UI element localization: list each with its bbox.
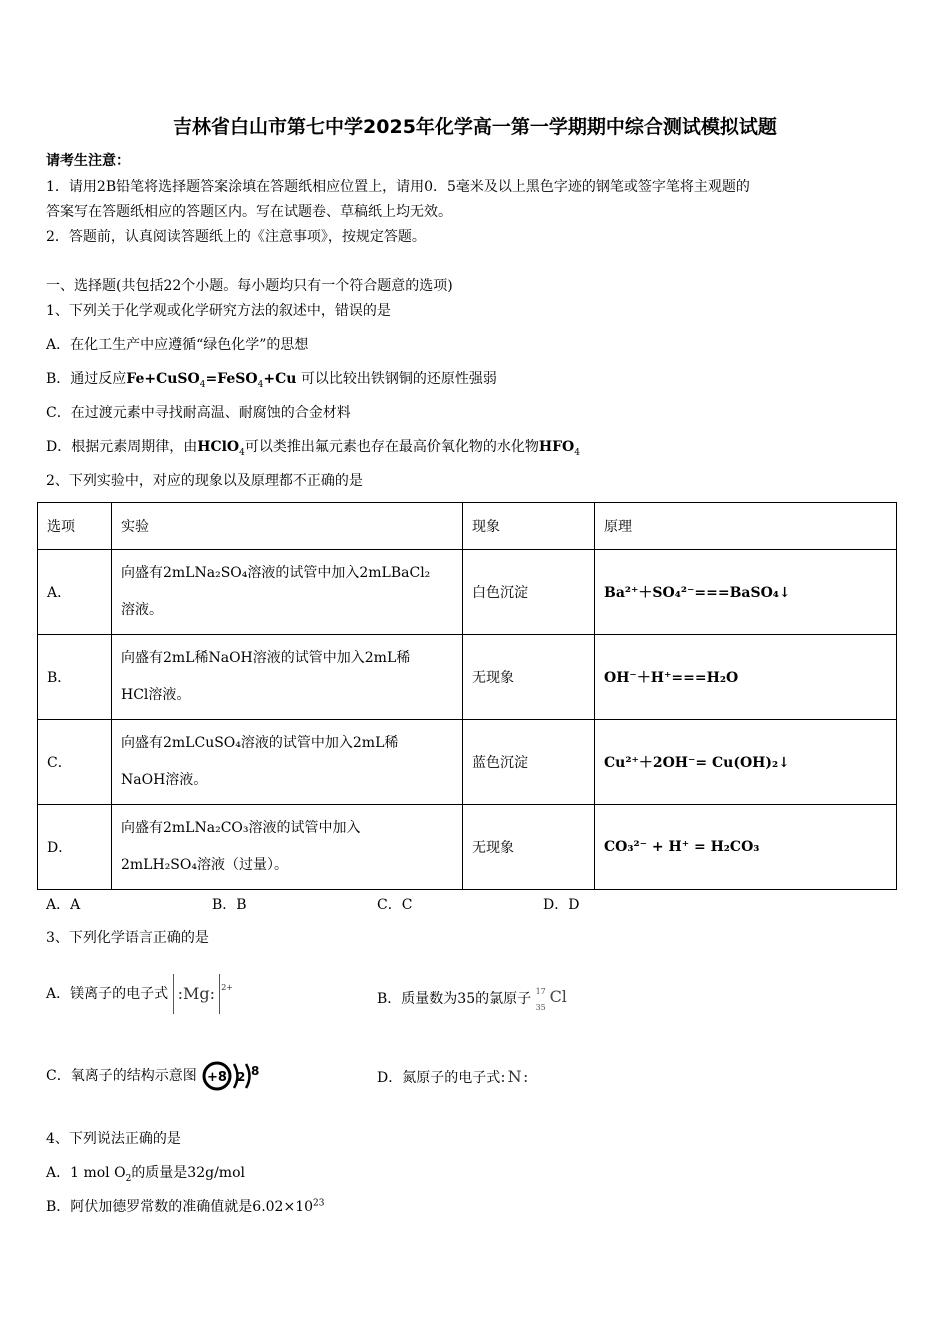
experiment-line-1: 向盛有2mL稀NaOH溶液的试管中加入2mL稀 [121,650,411,666]
question-1-option-a: A．在化工生产中应遵循“绿色化学”的思想 [46,337,309,353]
notice-heading: 请考生注意： [46,153,130,169]
nuclide-symbol: Cl [549,987,567,1006]
option-b-prefix: B．阿伏加德罗常数的准确值就是6.02×10 [46,1199,314,1215]
row-experiment [112,635,463,720]
subscript: 4 [574,447,580,458]
question-3-option-d [377,1068,530,1087]
nuclide-top-number: 17 [535,987,546,996]
experiment-line-2: HCl溶液。 [121,687,191,703]
shell-1-electrons: 2 [237,1070,246,1084]
experiment-line-2: 2mLH₂SO₄溶液（过量）。 [121,857,288,873]
page-title: 吉林省白山市第七中学2025年化学高一第一学期期中综合测试模拟试题 [173,116,777,138]
reaction-part-1: Fe+CuSO [126,371,200,387]
header-option: 选项 [38,503,112,550]
mg-charge: 2+ [221,983,233,992]
option-d-prefix: D．根据元素周期律，由 [46,439,198,455]
subscript: 4 [199,379,206,390]
experiment-line-1: 向盛有2mLCuSO₄溶液的试管中加入2mL稀 [121,735,399,751]
question-1-option-c: C．在过渡元素中寻找耐高温、耐腐蚀的合金材料 [46,405,351,421]
question-3-option-c [46,1058,263,1094]
option-a-prefix: A．1 mol O [46,1165,126,1181]
row-phenomenon: 无现象 [463,805,595,890]
option-a-suffix: 的质量是32g/mol [131,1165,245,1181]
question-2-choice-c: C．C [377,897,413,913]
row-option: D． [38,805,112,890]
row-principle: CO₃²⁻ + H⁺ = H₂CO₃ [595,805,897,890]
option-d-label: D．氮原子的电子式 [377,1070,501,1086]
row-phenomenon: 无现象 [463,635,595,720]
row-principle: Ba²⁺＋SO₄²⁻===BaSO₄↓ [595,550,897,635]
question-3-option-b [377,985,574,1013]
shell-2-electrons: 8 [251,1064,260,1078]
header-phenomenon: 现象 [463,503,595,550]
row-phenomenon: 白色沉淀 [463,550,595,635]
subscript: 4 [257,379,264,390]
row-experiment [112,720,463,805]
option-b-suffix: 可以比较出铁钢铜的还原性强弱 [300,371,497,387]
row-experiment [112,805,463,890]
nucleus-charge: +8 [207,1070,228,1085]
option-a-label: A．镁离子的电子式 [46,986,169,1002]
formula-hclo4: HClO [197,439,240,455]
reaction-part-3: +Cu [263,371,297,387]
row-principle: Cu²⁺＋2OH⁻= Cu(OH)₂↓ [595,720,897,805]
question-3-stem: 3、下列化学语言正确的是 [46,930,209,946]
nuclide-bottom-number: 35 [535,1003,546,1012]
shell-arc-2 [246,1064,250,1088]
section-heading: 一、选择题(共包括22个小题。每小题均只有一个符合题意的选项) [46,278,453,294]
question-1-option-d [46,438,580,456]
table-row [38,550,897,635]
header-experiment: 实验 [112,503,463,550]
nitrogen-electron-formula: :N: [500,1067,531,1086]
notice-item-1-line-1: 1．请用2B铅笔将选择题答案涂填在答题纸相应位置上，请用0．5毫米及以上黑色字迹的钢笔或签字笔将主观题的 [46,179,750,195]
header-principle: 原理 [595,503,897,550]
option-c-label: C．氧离子的结构示意图 [46,1068,197,1084]
table-row [38,635,897,720]
question-2-choice-b: B．B [212,897,247,913]
row-principle: OH⁻＋H⁺===H₂O [595,635,897,720]
notice-item-2: 2．答题前，认真阅读答题纸上的《注意事项》，按规定答题。 [46,229,426,245]
mg-formula: :Mg: [177,984,215,1003]
question-2-stem: 2、下列实验中，对应的现象以及原理都不正确的是 [46,473,363,489]
question-4-option-b [46,1198,324,1216]
question-1-option-b [46,370,497,388]
table-header-row [38,503,897,550]
row-experiment [112,550,463,635]
mg-ion-electron-formula [173,972,233,1016]
formula-hfo4: HFO [538,439,575,455]
row-phenomenon: 蓝色沉淀 [463,720,595,805]
option-b-label: B．质量数为35的氯原子 [377,991,532,1007]
subscript: 2 [125,1173,132,1184]
table-row [38,720,897,805]
row-option: A． [38,550,112,635]
option-d-middle: 可以类推出氟元素也存在最高价氧化物的水化物 [244,439,539,455]
reaction-part-2: =FeSO [205,371,258,387]
mg-bracket [173,974,233,1014]
notice-item-1-line-2: 答案写在答题纸相应的答题区内。写在试题卷、草稿纸上均无效。 [46,204,452,220]
subscript: 4 [239,447,245,458]
question-4-stem: 4、下列说法正确的是 [46,1131,181,1147]
question-4-option-a [46,1164,245,1182]
experiment-line-1: 向盛有2mLNa₂CO₃溶液的试管中加入 [121,820,361,836]
question-2-choice-a: A．A [46,897,81,913]
experiment-line-2: 溶液。 [121,602,163,618]
question-2-choice-d: D．D [543,897,580,913]
table-row [38,805,897,890]
option-b-prefix: B．通过反应 [46,371,127,387]
experiment-line-2: NaOH溶液。 [121,772,208,788]
superscript: 23 [313,1198,325,1209]
question-1-stem: 1、下列关于化学观或化学研究方法的叙述中，错误的是 [46,303,391,319]
oxide-ion-structure-diagram [201,1059,263,1093]
row-option: B． [38,635,112,720]
question-3-option-a [46,972,233,1016]
experiment-line-1: 向盛有2mLNa₂SO₄溶液的试管中加入2mLBaCl₂ [121,565,431,581]
question-2-table [37,502,897,890]
chlorine-nuclide-symbol [536,985,574,1013]
row-option: C． [38,720,112,805]
